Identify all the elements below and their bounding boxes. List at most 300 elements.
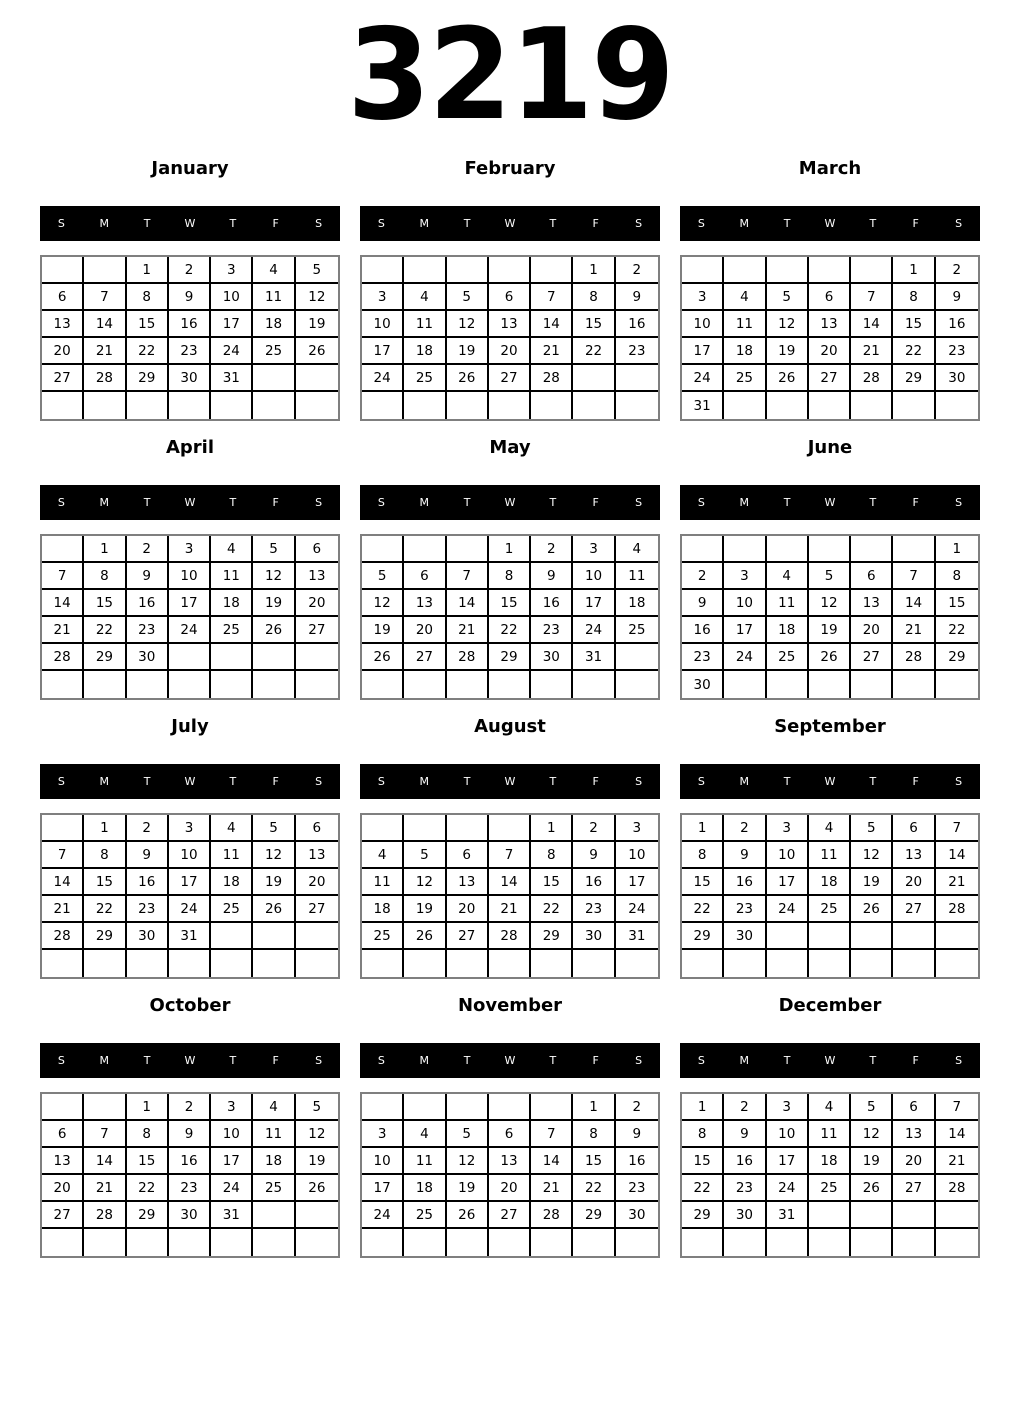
- weekday-label: T: [869, 775, 877, 788]
- day-cell: 15: [573, 1148, 615, 1175]
- weekday-label: W: [184, 217, 196, 230]
- weekday-label: M: [739, 775, 750, 788]
- day-cell-empty: [404, 392, 446, 419]
- day-cell: 10: [169, 842, 211, 869]
- day-cell-empty: [447, 392, 489, 419]
- day-cell: 30: [616, 1202, 658, 1229]
- day-cell: 15: [893, 311, 935, 338]
- day-cell: 1: [573, 257, 615, 284]
- weekday-label: S: [635, 1054, 643, 1067]
- day-cell: 9: [616, 1121, 658, 1148]
- day-cell: 10: [169, 563, 211, 590]
- day-cell: 13: [296, 563, 338, 590]
- day-cell-empty: [724, 392, 766, 419]
- weekday-label: F: [592, 496, 599, 509]
- day-cell: 20: [809, 338, 851, 365]
- month-title: June: [807, 437, 853, 458]
- day-cell-empty: [362, 671, 404, 698]
- weekday-label: F: [912, 496, 919, 509]
- day-cell: 3: [169, 536, 211, 563]
- weekday-label: T: [549, 1054, 557, 1067]
- day-cell: 3: [767, 815, 809, 842]
- day-cell-empty: [404, 1094, 446, 1121]
- month-title: November: [457, 995, 563, 1016]
- weekday-label: M: [99, 217, 110, 230]
- day-cell: 17: [767, 869, 809, 896]
- day-cell-empty: [447, 257, 489, 284]
- day-cell: 25: [767, 644, 809, 671]
- day-cell: 12: [447, 311, 489, 338]
- day-cell: 6: [42, 1121, 84, 1148]
- day-cell: 10: [616, 842, 658, 869]
- day-cell-empty: [127, 392, 169, 419]
- weekday-label: F: [912, 217, 919, 230]
- weekday-label: S: [697, 496, 705, 509]
- day-cell: 12: [447, 1148, 489, 1175]
- day-cell: 7: [851, 284, 893, 311]
- day-cell: 9: [127, 563, 169, 590]
- weekday-label: T: [143, 775, 151, 788]
- day-cell: 14: [84, 1148, 126, 1175]
- day-cell: 13: [296, 842, 338, 869]
- day-cell-empty: [851, 923, 893, 950]
- weekday-label: T: [549, 496, 557, 509]
- day-cell: 8: [531, 842, 573, 869]
- day-cell: 22: [84, 617, 126, 644]
- day-cell: 28: [489, 923, 531, 950]
- day-cell: 7: [936, 815, 978, 842]
- day-cell-empty: [893, 536, 935, 563]
- day-cell: 14: [489, 869, 531, 896]
- day-cell: 27: [296, 896, 338, 923]
- day-cell-empty: [84, 671, 126, 698]
- weekday-label: S: [57, 1054, 65, 1067]
- day-cell-empty: [489, 1094, 531, 1121]
- day-cell-empty: [936, 950, 978, 977]
- weekday-header-row: [40, 1043, 340, 1078]
- day-cell: 2: [936, 257, 978, 284]
- day-cell-empty: [362, 950, 404, 977]
- month-dates-grid: [360, 1092, 660, 1258]
- day-cell: 30: [169, 1202, 211, 1229]
- day-cell-empty: [84, 257, 126, 284]
- day-cell: 27: [809, 365, 851, 392]
- month-title: January: [151, 158, 229, 179]
- day-cell: 2: [616, 1094, 658, 1121]
- day-cell-empty: [253, 1202, 295, 1229]
- weekday-label: T: [463, 217, 471, 230]
- day-cell: 6: [447, 842, 489, 869]
- weekday-label: T: [869, 217, 877, 230]
- weekday-label: M: [739, 496, 750, 509]
- day-cell: 1: [936, 536, 978, 563]
- weekday-label: M: [99, 496, 110, 509]
- day-cell: 14: [531, 1148, 573, 1175]
- day-cell-empty: [84, 1094, 126, 1121]
- weekday-label: S: [697, 1054, 705, 1067]
- day-cell: 22: [84, 896, 126, 923]
- day-cell: 25: [404, 365, 446, 392]
- day-cell-empty: [404, 815, 446, 842]
- day-cell: 31: [169, 923, 211, 950]
- day-cell: 4: [616, 536, 658, 563]
- day-cell-empty: [851, 392, 893, 419]
- day-cell: 22: [893, 338, 935, 365]
- year-title: 3219: [347, 1, 673, 148]
- day-cell: 21: [84, 1175, 126, 1202]
- day-cell: 28: [42, 923, 84, 950]
- weekday-label: F: [912, 775, 919, 788]
- day-cell: 21: [531, 338, 573, 365]
- weekday-label: F: [592, 1054, 599, 1067]
- day-cell-empty: [851, 1229, 893, 1256]
- day-cell: 11: [404, 311, 446, 338]
- day-cell: 15: [127, 1148, 169, 1175]
- day-cell: 4: [211, 536, 253, 563]
- day-cell-empty: [767, 1229, 809, 1256]
- day-cell-empty: [253, 923, 295, 950]
- month-block: [40, 158, 340, 421]
- day-cell: 8: [682, 842, 724, 869]
- day-cell: 5: [767, 284, 809, 311]
- day-cell: 10: [573, 563, 615, 590]
- day-cell: 21: [42, 617, 84, 644]
- day-cell: 10: [362, 1148, 404, 1175]
- day-cell: 28: [84, 1202, 126, 1229]
- day-cell-empty: [767, 392, 809, 419]
- day-cell-empty: [616, 950, 658, 977]
- day-cell: 14: [936, 842, 978, 869]
- day-cell: 7: [84, 284, 126, 311]
- weekday-label: W: [824, 775, 836, 788]
- day-cell: 12: [296, 1121, 338, 1148]
- month-dates-grid: [40, 534, 340, 700]
- weekday-label: S: [635, 217, 643, 230]
- day-cell-empty: [851, 671, 893, 698]
- day-cell: 19: [253, 869, 295, 896]
- weekday-label: W: [504, 496, 516, 509]
- day-cell-empty: [531, 392, 573, 419]
- day-cell: 3: [682, 284, 724, 311]
- day-cell-empty: [296, 950, 338, 977]
- day-cell: 22: [682, 1175, 724, 1202]
- day-cell-empty: [362, 257, 404, 284]
- day-cell: 4: [809, 1094, 851, 1121]
- day-cell: 11: [211, 842, 253, 869]
- day-cell: 29: [531, 923, 573, 950]
- day-cell: 9: [682, 590, 724, 617]
- month-block: [680, 437, 980, 700]
- day-cell: 26: [767, 365, 809, 392]
- day-cell-empty: [616, 1229, 658, 1256]
- day-cell: 21: [42, 896, 84, 923]
- weekday-label: S: [57, 775, 65, 788]
- month-block: [360, 158, 660, 421]
- day-cell: 10: [211, 284, 253, 311]
- day-cell: 28: [447, 644, 489, 671]
- day-cell: 31: [616, 923, 658, 950]
- day-cell: 7: [893, 563, 935, 590]
- day-cell: 13: [42, 311, 84, 338]
- weekday-label: F: [272, 775, 279, 788]
- day-cell: 22: [531, 896, 573, 923]
- weekday-label: S: [697, 775, 705, 788]
- day-cell: 16: [127, 869, 169, 896]
- day-cell: 31: [682, 392, 724, 419]
- day-cell-empty: [893, 923, 935, 950]
- day-cell: 3: [616, 815, 658, 842]
- day-cell-empty: [936, 392, 978, 419]
- day-cell: 19: [447, 1175, 489, 1202]
- day-cell: 17: [362, 338, 404, 365]
- day-cell: 21: [936, 869, 978, 896]
- weekday-header-row: [360, 1043, 660, 1078]
- weekday-label: S: [955, 496, 963, 509]
- day-cell: 14: [42, 590, 84, 617]
- weekday-header-row: [680, 485, 980, 520]
- day-cell: 27: [404, 644, 446, 671]
- day-cell-empty: [616, 644, 658, 671]
- day-cell: 11: [253, 284, 295, 311]
- day-cell: 3: [169, 815, 211, 842]
- day-cell-empty: [531, 671, 573, 698]
- day-cell: 17: [211, 1148, 253, 1175]
- day-cell-empty: [616, 671, 658, 698]
- day-cell: 4: [253, 1094, 295, 1121]
- day-cell: 21: [893, 617, 935, 644]
- day-cell: 26: [851, 896, 893, 923]
- day-cell-empty: [489, 1229, 531, 1256]
- day-cell-empty: [724, 536, 766, 563]
- day-cell-empty: [296, 365, 338, 392]
- day-cell-empty: [851, 950, 893, 977]
- day-cell: 25: [809, 896, 851, 923]
- day-cell-empty: [682, 950, 724, 977]
- day-cell-empty: [724, 1229, 766, 1256]
- day-cell: 17: [724, 617, 766, 644]
- day-cell: 18: [404, 338, 446, 365]
- day-cell-empty: [253, 1229, 295, 1256]
- day-cell-empty: [211, 644, 253, 671]
- month-title: April: [165, 437, 215, 458]
- day-cell: 2: [724, 1094, 766, 1121]
- day-cell: 6: [489, 284, 531, 311]
- day-cell: 24: [362, 1202, 404, 1229]
- day-cell: 11: [809, 1121, 851, 1148]
- weekday-header-row: [40, 485, 340, 520]
- day-cell: 23: [573, 896, 615, 923]
- day-cell: 18: [616, 590, 658, 617]
- day-cell-empty: [767, 671, 809, 698]
- day-cell: 2: [573, 815, 615, 842]
- day-cell: 19: [809, 617, 851, 644]
- weekday-label: T: [783, 217, 791, 230]
- day-cell: 30: [127, 644, 169, 671]
- day-cell-empty: [169, 644, 211, 671]
- day-cell: 3: [211, 1094, 253, 1121]
- day-cell: 25: [253, 338, 295, 365]
- weekday-header-row: [680, 764, 980, 799]
- day-cell-empty: [767, 950, 809, 977]
- day-cell: 5: [296, 1094, 338, 1121]
- month-block: [680, 716, 980, 979]
- weekday-label: S: [377, 217, 385, 230]
- day-cell: 27: [42, 1202, 84, 1229]
- day-cell-empty: [404, 536, 446, 563]
- day-cell: 12: [767, 311, 809, 338]
- day-cell: 23: [127, 617, 169, 644]
- day-cell: 23: [531, 617, 573, 644]
- day-cell: 28: [936, 896, 978, 923]
- day-cell: 4: [253, 257, 295, 284]
- day-cell: 28: [84, 365, 126, 392]
- weekday-label: S: [635, 496, 643, 509]
- weekday-label: S: [377, 775, 385, 788]
- day-cell: 26: [253, 896, 295, 923]
- day-cell: 25: [253, 1175, 295, 1202]
- day-cell: 4: [724, 284, 766, 311]
- day-cell: 23: [169, 338, 211, 365]
- day-cell-empty: [127, 1229, 169, 1256]
- day-cell-empty: [447, 1229, 489, 1256]
- weekday-label: S: [315, 1054, 323, 1067]
- weekday-label: F: [272, 217, 279, 230]
- weekday-label: S: [955, 217, 963, 230]
- day-cell: 7: [42, 563, 84, 590]
- day-cell-empty: [489, 815, 531, 842]
- day-cell: 21: [84, 338, 126, 365]
- day-cell: 29: [682, 1202, 724, 1229]
- day-cell: 5: [404, 842, 446, 869]
- day-cell: 27: [489, 365, 531, 392]
- day-cell: 15: [936, 590, 978, 617]
- day-cell: 13: [489, 311, 531, 338]
- day-cell: 2: [724, 815, 766, 842]
- day-cell: 5: [851, 1094, 893, 1121]
- day-cell-empty: [211, 923, 253, 950]
- day-cell-empty: [296, 1229, 338, 1256]
- day-cell: 31: [573, 644, 615, 671]
- day-cell-empty: [682, 536, 724, 563]
- day-cell-empty: [573, 671, 615, 698]
- day-cell: 9: [724, 1121, 766, 1148]
- day-cell: 14: [42, 869, 84, 896]
- day-cell: 24: [211, 338, 253, 365]
- day-cell-empty: [531, 257, 573, 284]
- day-cell: 12: [404, 869, 446, 896]
- month-dates-grid: [680, 1092, 980, 1258]
- month-dates-grid: [680, 534, 980, 700]
- day-cell: 28: [42, 644, 84, 671]
- day-cell-empty: [682, 257, 724, 284]
- day-cell: 8: [573, 1121, 615, 1148]
- day-cell: 14: [936, 1121, 978, 1148]
- day-cell: 4: [362, 842, 404, 869]
- weekday-label: M: [419, 496, 430, 509]
- day-cell: 18: [809, 869, 851, 896]
- day-cell: 7: [531, 284, 573, 311]
- day-cell-empty: [404, 1229, 446, 1256]
- day-cell-empty: [616, 365, 658, 392]
- day-cell: 27: [893, 896, 935, 923]
- day-cell: 18: [404, 1175, 446, 1202]
- weekday-label: T: [229, 496, 237, 509]
- day-cell: 5: [809, 563, 851, 590]
- day-cell: 25: [211, 617, 253, 644]
- weekday-header-row: [360, 764, 660, 799]
- day-cell: 9: [127, 842, 169, 869]
- day-cell: 24: [767, 1175, 809, 1202]
- day-cell: 26: [362, 644, 404, 671]
- day-cell: 26: [809, 644, 851, 671]
- day-cell: 1: [682, 815, 724, 842]
- day-cell-empty: [84, 392, 126, 419]
- day-cell: 11: [724, 311, 766, 338]
- weekday-label: M: [419, 775, 430, 788]
- day-cell-empty: [253, 365, 295, 392]
- day-cell: 1: [84, 815, 126, 842]
- day-cell: 12: [851, 842, 893, 869]
- day-cell: 7: [531, 1121, 573, 1148]
- day-cell-empty: [211, 950, 253, 977]
- day-cell: 9: [573, 842, 615, 869]
- day-cell-empty: [489, 392, 531, 419]
- day-cell: 3: [724, 563, 766, 590]
- day-cell: 26: [253, 617, 295, 644]
- day-cell: 16: [531, 590, 573, 617]
- month-block: [360, 716, 660, 979]
- day-cell: 6: [893, 1094, 935, 1121]
- day-cell-empty: [362, 1229, 404, 1256]
- day-cell-empty: [42, 257, 84, 284]
- weekday-label: T: [463, 1054, 471, 1067]
- day-cell-empty: [169, 671, 211, 698]
- day-cell: 17: [362, 1175, 404, 1202]
- day-cell: 28: [893, 644, 935, 671]
- day-cell: 15: [682, 1148, 724, 1175]
- day-cell: 19: [296, 311, 338, 338]
- weekday-label: W: [184, 1054, 196, 1067]
- day-cell: 8: [893, 284, 935, 311]
- day-cell: 7: [84, 1121, 126, 1148]
- day-cell: 20: [893, 869, 935, 896]
- day-cell-empty: [42, 1229, 84, 1256]
- day-cell: 29: [127, 365, 169, 392]
- day-cell: 20: [489, 338, 531, 365]
- day-cell: 10: [767, 842, 809, 869]
- day-cell: 30: [169, 365, 211, 392]
- weekday-header-row: [680, 1043, 980, 1078]
- day-cell: 11: [809, 842, 851, 869]
- day-cell-empty: [809, 392, 851, 419]
- day-cell: 1: [84, 536, 126, 563]
- day-cell: 11: [767, 590, 809, 617]
- weekday-label: S: [315, 217, 323, 230]
- day-cell: 26: [404, 923, 446, 950]
- day-cell-empty: [211, 392, 253, 419]
- day-cell-empty: [296, 392, 338, 419]
- weekday-label: W: [504, 217, 516, 230]
- day-cell: 13: [893, 1121, 935, 1148]
- weekday-label: S: [377, 496, 385, 509]
- day-cell: 23: [616, 338, 658, 365]
- day-cell-empty: [893, 950, 935, 977]
- weekday-header-row: [40, 206, 340, 241]
- day-cell: 18: [253, 311, 295, 338]
- day-cell: 1: [531, 815, 573, 842]
- day-cell-empty: [809, 923, 851, 950]
- day-cell: 3: [211, 257, 253, 284]
